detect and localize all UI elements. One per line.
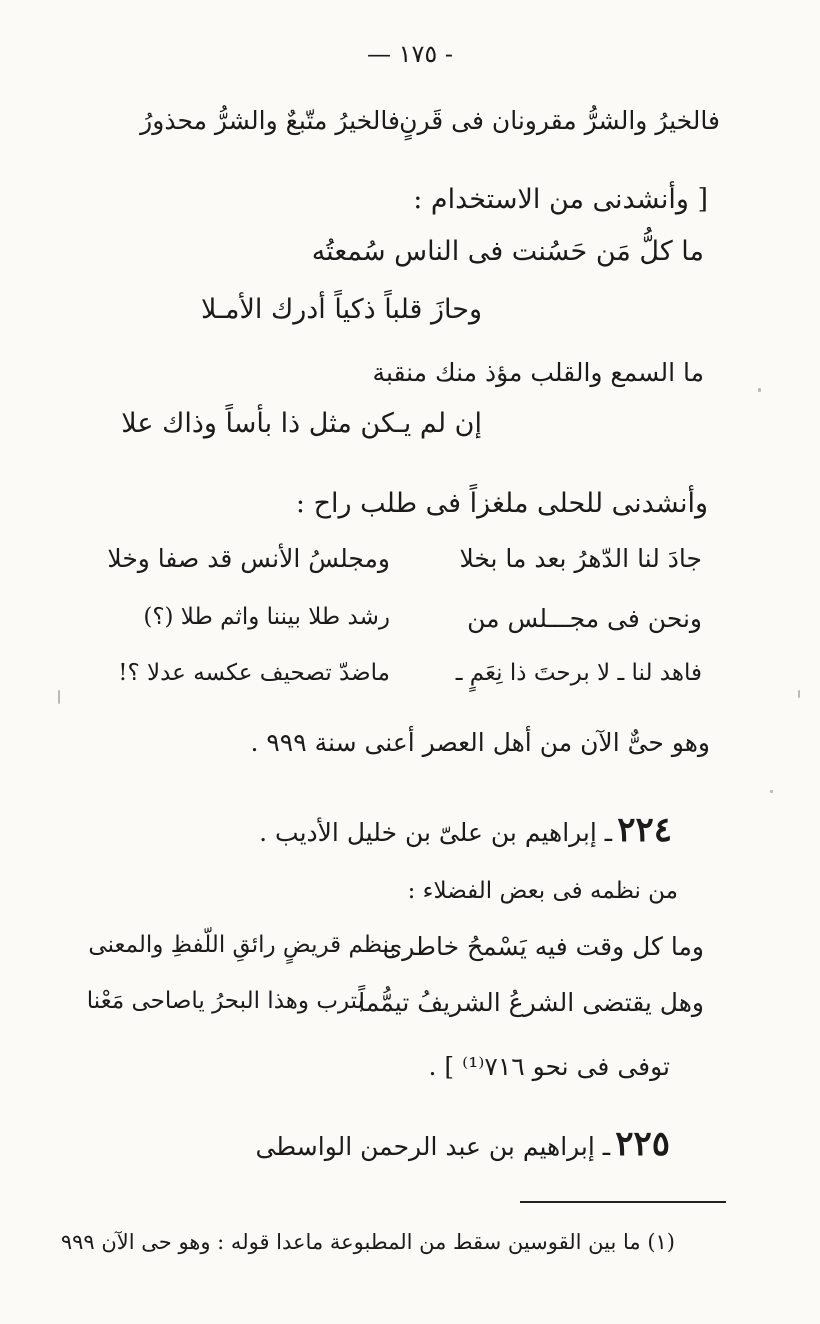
verse-9-hemistich-1: وما كل وقت فيه يَسْمحُ خاطرى bbox=[382, 932, 704, 961]
footnote: (١) ما بين القوسين سقط من المطبوعة ماعدا قوله : وهو حى الآن ٩٩٩ bbox=[60, 1230, 675, 1254]
entry-225-heading bbox=[255, 1124, 670, 1164]
scan-speck bbox=[758, 388, 761, 392]
entry-224-heading bbox=[259, 810, 672, 850]
entry-number: ٢٢٥ bbox=[615, 1124, 670, 1164]
verse-5: إن لم يـكن مثل ذا بأساً وذاك علا bbox=[121, 408, 482, 439]
prose-line-hilli: وأنشدنى للحلى ملغزاً فى طلب راح : bbox=[295, 488, 708, 519]
scan-speck bbox=[770, 790, 773, 793]
verse-9-hemistich-2: بنظم قريضٍ رائقِ اللّفظِ والمعنى bbox=[88, 932, 396, 958]
verse-1-hemistich-1: فالخيرُ والشرُّ مقرونان فى قَرنٍ bbox=[399, 106, 720, 135]
prose-line-istikhdam: [ وأنشدنى من الاستخدام : bbox=[413, 184, 708, 215]
verse-10-hemistich-1: وهل يقتضى الشرعُ الشريفُ تيمُّماً bbox=[358, 988, 704, 1017]
entry-title: ـ إبراهيم بن علىّ بن خليل الأديب . bbox=[259, 818, 613, 847]
verse-1-hemistich-2: فالخيرُ متّبعٌ والشرُّ محذورُ bbox=[140, 106, 400, 135]
verse-7-hemistich-2: رشد طلا بيننا واثم طلا (؟) bbox=[143, 604, 390, 630]
footnote-rule bbox=[520, 1201, 726, 1203]
verse-8-hemistich-1: فاهد لنا ـ لا برحتَ ذا نِعَمٍ ـ bbox=[455, 660, 702, 686]
page-number: — ١٧٥ - bbox=[366, 40, 454, 68]
verse-8-hemistich-2: ماضدّ تصحيف عكسه عدلا ؟! bbox=[118, 660, 390, 686]
verse-6-hemistich-2: ومجلسُ الأنس قد صفا وخلا bbox=[107, 544, 390, 573]
scan-speck bbox=[58, 690, 60, 704]
scan-speck bbox=[798, 690, 800, 698]
verse-6-hemistich-1: جادَ لنا الدّهرُ بعد ما بخلا bbox=[459, 544, 702, 573]
entry-number: ٢٢٤ bbox=[617, 810, 672, 850]
verse-4: ما السمع والقلب مؤذ منك منقبة bbox=[372, 358, 704, 387]
entry-title: ـ إبراهيم بن عبد الرحمن الواسطى bbox=[255, 1132, 611, 1161]
verse-7-hemistich-1: ونحن فى مجـــلس من bbox=[467, 604, 702, 633]
prose-line-death-date: توفى فى نحو ٧١٦⁽¹⁾ ] . bbox=[428, 1052, 670, 1081]
verse-2: ما كلُّ مَن حَسُنت فى الناس سُمعتُه bbox=[311, 236, 704, 267]
prose-line-alive-999: وهو حىٌّ الآن من أهل العصر أعنى سنة ٩٩٩ . bbox=[250, 728, 710, 757]
prose-line-nazm: من نظمه فى بعض الفضلاء : bbox=[407, 878, 678, 904]
verse-10-hemistich-2: بترب وهذا البحرُ ياصاحى مَعْنا bbox=[86, 988, 364, 1014]
verse-3: وحازَ قلباً ذكياً أدرك الأمـلا bbox=[201, 294, 482, 325]
